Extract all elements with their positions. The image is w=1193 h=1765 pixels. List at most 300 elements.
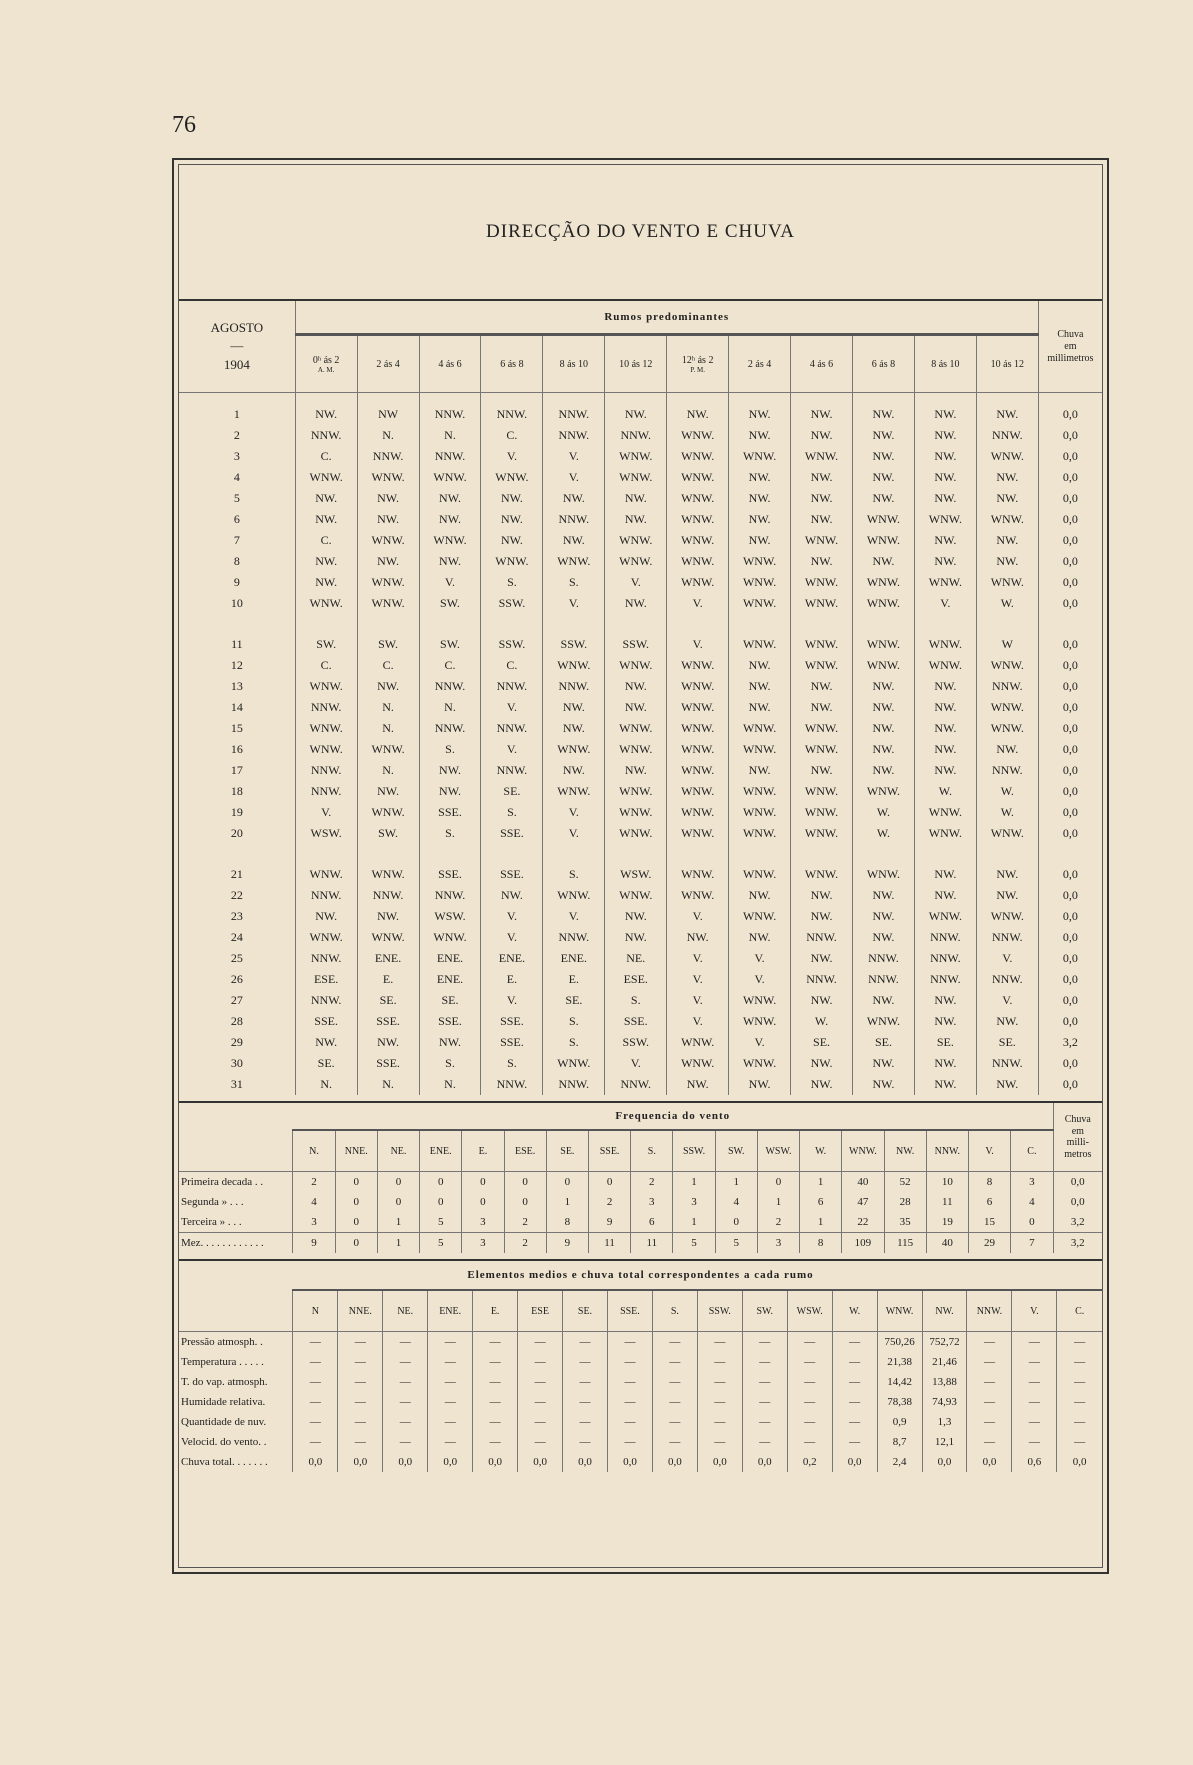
period-header: [976, 335, 1038, 393]
wind-direction-cell: WNW.: [729, 572, 791, 593]
day-number: 11: [231, 637, 243, 651]
wind-direction-cell: NNW.: [976, 927, 1038, 948]
wind-direction-cell: V.: [481, 906, 543, 927]
frequency-row: [179, 1212, 1102, 1233]
frequency-value: 2: [757, 1212, 799, 1233]
day-row: [179, 655, 1102, 676]
wind-direction-cell: WNW.: [791, 718, 853, 739]
wind-direction-cell: SE.: [976, 1032, 1038, 1053]
wind-direction-cell: NW.: [667, 393, 729, 426]
elements-value: —: [473, 1352, 518, 1372]
elements-column-header: E.: [473, 1290, 518, 1332]
wind-direction-cell: NW.: [852, 425, 914, 446]
title-box: [179, 165, 1102, 301]
elements-value: 750,26: [877, 1332, 922, 1353]
day-number: 2: [233, 428, 240, 442]
frequency-value: 9: [546, 1233, 588, 1254]
wind-direction-cell: NNW.: [976, 760, 1038, 781]
wind-direction-cell: W.: [976, 781, 1038, 802]
wind-direction-cell: SSE.: [357, 1053, 419, 1074]
period-label: 2 ás 4: [376, 358, 400, 370]
wind-direction-cell: NW.: [295, 488, 357, 509]
frequency-value: 3: [293, 1212, 335, 1233]
elements-value: 21,38: [877, 1352, 922, 1372]
wind-direction-cell: WNW.: [543, 1053, 605, 1074]
frequency-value: 22: [842, 1212, 884, 1233]
wind-direction-cell: S.: [543, 864, 605, 885]
day-row: [179, 530, 1102, 551]
day-row: [179, 781, 1102, 802]
elements-row: [179, 1372, 1102, 1392]
wind-direction-cell: WNW.: [605, 885, 667, 906]
day-row: [179, 551, 1102, 572]
frequency-value: 7: [1011, 1233, 1053, 1254]
elements-value: —: [607, 1372, 652, 1392]
rain-value: 0,0: [1038, 509, 1102, 530]
period-header: [667, 335, 729, 393]
wind-direction-cell: C.: [295, 446, 357, 467]
frequency-value: 0: [1011, 1212, 1053, 1233]
period-header: [543, 335, 605, 393]
wind-direction-cell: W.: [976, 593, 1038, 614]
wind-direction-cell: NW.: [852, 718, 914, 739]
day-number: 6: [233, 512, 240, 526]
frequency-value: 3: [462, 1233, 504, 1254]
wind-direction-cell: WSW.: [419, 906, 481, 927]
elements-value: —: [518, 1352, 563, 1372]
day-number: 29: [230, 1035, 243, 1049]
wind-direction-cell: NNW.: [852, 969, 914, 990]
wind-direction-cell: SW.: [357, 634, 419, 655]
wind-direction-cell: V.: [543, 823, 605, 844]
wind-direction-cell: NW.: [914, 393, 976, 426]
wind-direction-cell: WNW.: [295, 593, 357, 614]
wind-direction-cell: NW: [357, 393, 419, 426]
elements-value: 1,3: [922, 1412, 967, 1432]
wind-direction-cell: S.: [419, 739, 481, 760]
wind-direction-cell: WNW.: [729, 593, 791, 614]
frequency-value: 8: [968, 1172, 1010, 1193]
wind-direction-cell: NW.: [852, 551, 914, 572]
wind-direction-cell: SSW.: [543, 634, 605, 655]
day-number: 14: [230, 700, 243, 714]
frequency-rain-line2: em: [1071, 1125, 1084, 1137]
decade-spacer: [179, 614, 1102, 634]
wind-direction-cell: V.: [543, 906, 605, 927]
rain-value: 0,0: [1038, 760, 1102, 781]
wind-direction-cell: WNW.: [295, 927, 357, 948]
frequency-value: 40: [842, 1172, 884, 1193]
elements-row: [179, 1452, 1102, 1472]
wind-direction-cell: NW.: [976, 393, 1038, 426]
day-number: 25: [230, 951, 243, 965]
wind-direction-cell: S.: [481, 1053, 543, 1074]
wind-direction-cell: NNW.: [976, 425, 1038, 446]
wind-direction-cell: SSE.: [481, 864, 543, 885]
wind-direction-cell: WNW.: [667, 509, 729, 530]
frequency-row-label: Terceira » . . .: [181, 1216, 242, 1228]
frequency-column-header: SSW.: [673, 1130, 715, 1172]
day-number: 17: [230, 763, 243, 777]
frequency-value: 5: [420, 1233, 462, 1254]
rain-value: 0,0: [1038, 676, 1102, 697]
day-row: [179, 927, 1102, 948]
elements-value: —: [293, 1372, 338, 1392]
wind-direction-cell: WNW.: [357, 467, 419, 488]
wind-direction-cell: NW.: [729, 467, 791, 488]
frequency-corner: [179, 1130, 293, 1172]
elements-column-header: WNW.: [877, 1290, 922, 1332]
day-row: [179, 467, 1102, 488]
wind-direction-cell: NW.: [419, 509, 481, 530]
period-label: 0ʰ ás 2: [312, 354, 340, 366]
wind-direction-cell: WNW.: [729, 1011, 791, 1032]
frequency-value: 5: [673, 1233, 715, 1254]
wind-direction-cell: WNW.: [667, 1032, 729, 1053]
frequency-value: 0: [715, 1212, 757, 1233]
wind-direction-cell: ENE.: [357, 948, 419, 969]
elements-value: 0,0: [607, 1452, 652, 1472]
wind-direction-cell: V.: [976, 948, 1038, 969]
wind-direction-cell: NNW.: [295, 425, 357, 446]
wind-direction-cell: NW.: [605, 906, 667, 927]
wind-direction-cell: V.: [295, 802, 357, 823]
day-number: 12: [230, 658, 243, 672]
wind-direction-cell: WNW.: [667, 697, 729, 718]
frequency-column-header: NNW.: [926, 1130, 968, 1172]
frequency-value: 2: [588, 1192, 630, 1212]
wind-direction-cell: NW.: [543, 530, 605, 551]
wind-direction-cell: N.: [419, 1074, 481, 1095]
frequency-value: 0: [420, 1172, 462, 1193]
year-label: 1904: [223, 356, 250, 372]
wind-direction-cell: WNW.: [667, 885, 729, 906]
rain-value: 0,0: [1038, 530, 1102, 551]
wind-direction-cell: NW.: [357, 488, 419, 509]
period-label: 4 ás 6: [809, 358, 834, 370]
frequency-column-header: NW.: [884, 1130, 926, 1172]
elements-value: —: [607, 1332, 652, 1353]
elements-title: Elementos medios e chuva total correspondentes a cada rumo: [467, 1269, 814, 1281]
rain-header-line3: millimetros: [1047, 352, 1094, 364]
elements-row-label: Chuva total. . . . . . .: [181, 1456, 268, 1468]
wind-direction-cell: W.: [852, 802, 914, 823]
frequency-column-header: C.: [1011, 1130, 1053, 1172]
rumos-header: Rumos predominantes: [295, 301, 1038, 335]
elements-value: —: [428, 1332, 473, 1353]
wind-direction-cell: NNW.: [605, 425, 667, 446]
period-label: 4 ás 6: [438, 358, 462, 370]
elements-value: —: [563, 1432, 608, 1452]
day-number: 10: [230, 596, 243, 610]
wind-direction-cell: NW.: [605, 676, 667, 697]
wind-direction-cell: NW.: [357, 1032, 419, 1053]
wind-direction-cell: NNW.: [543, 509, 605, 530]
elements-column-header: W.: [832, 1290, 877, 1332]
elements-value: —: [832, 1412, 877, 1432]
day-number: 21: [230, 867, 243, 881]
elements-value: —: [473, 1392, 518, 1412]
wind-direction-cell: SSE.: [481, 1011, 543, 1032]
elements-value: —: [473, 1372, 518, 1392]
wind-direction-cell: SE.: [914, 1032, 976, 1053]
period-label: 8 ás 10: [931, 358, 960, 370]
period-sublabel: P. M.: [690, 365, 705, 374]
elements-value: —: [1012, 1372, 1057, 1392]
wind-direction-cell: NW.: [729, 655, 791, 676]
wind-direction-cell: NW.: [295, 572, 357, 593]
wind-direction-cell: NW.: [791, 760, 853, 781]
elements-column-header: N: [293, 1290, 338, 1332]
wind-direction-cell: V.: [667, 969, 729, 990]
elements-value: —: [1012, 1392, 1057, 1412]
wind-direction-cell: NW.: [357, 676, 419, 697]
elements-value: —: [563, 1352, 608, 1372]
wind-direction-cell: WNW.: [852, 593, 914, 614]
elements-value: —: [787, 1352, 832, 1372]
frequency-value: 1: [757, 1192, 799, 1212]
frequency-value: 1: [377, 1212, 419, 1233]
frequency-value: 6: [968, 1192, 1010, 1212]
elements-value: —: [473, 1432, 518, 1452]
wind-direction-cell: NNW.: [791, 969, 853, 990]
frequency-value: 115: [884, 1233, 926, 1254]
frequency-row: [179, 1192, 1102, 1212]
elements-value: 0,0: [338, 1452, 383, 1472]
frequency-rain-value: 3,2: [1053, 1233, 1102, 1254]
rain-value: 0,0: [1038, 1053, 1102, 1074]
wind-direction-cell: NW.: [605, 593, 667, 614]
frequency-value: 40: [926, 1233, 968, 1254]
wind-direction-cell: V.: [481, 990, 543, 1011]
wind-direction-cell: NNW.: [543, 676, 605, 697]
wind-direction-cell: NW.: [729, 885, 791, 906]
elements-value: 0,0: [518, 1452, 563, 1472]
frequency-value: 0: [462, 1192, 504, 1212]
wind-direction-cell: NNW.: [295, 760, 357, 781]
day-number: 18: [230, 784, 243, 798]
wind-direction-cell: NW.: [914, 446, 976, 467]
elements-value: —: [338, 1332, 383, 1353]
wind-direction-cell: NNW.: [419, 676, 481, 697]
frequency-value: 2: [631, 1172, 673, 1193]
elements-value: —: [832, 1352, 877, 1372]
wind-direction-cell: NW.: [791, 1053, 853, 1074]
elements-value: —: [742, 1412, 787, 1432]
elements-value: —: [293, 1392, 338, 1412]
wind-direction-cell: NNW.: [481, 676, 543, 697]
frequency-value: 0: [546, 1172, 588, 1193]
elements-row-label: Humidade relativa.: [181, 1396, 266, 1408]
wind-direction-cell: SE.: [852, 1032, 914, 1053]
wind-direction-cell: WNW.: [914, 634, 976, 655]
elements-row: [179, 1332, 1102, 1353]
frequency-row: [179, 1233, 1102, 1254]
wind-direction-cell: NW.: [852, 393, 914, 426]
elements-value: —: [697, 1332, 742, 1353]
elements-column-header: NNE.: [338, 1290, 383, 1332]
wind-direction-cell: C.: [481, 425, 543, 446]
elements-value: —: [563, 1412, 608, 1432]
wind-direction-cell: NNW.: [543, 425, 605, 446]
wind-direction-cell: NW.: [295, 509, 357, 530]
frequency-value: 3: [673, 1192, 715, 1212]
wind-direction-cell: WNW.: [605, 781, 667, 802]
elements-value: —: [787, 1392, 832, 1412]
elements-value: 13,88: [922, 1372, 967, 1392]
wind-direction-cell: V.: [667, 1011, 729, 1032]
period-label: 6 ás 8: [871, 358, 896, 370]
elements-value: 78,38: [877, 1392, 922, 1412]
month-header: [179, 301, 295, 393]
elements-column-header: V.: [1012, 1290, 1057, 1332]
wind-direction-cell: C.: [295, 655, 357, 676]
elements-value: —: [563, 1332, 608, 1353]
wind-direction-cell: NW.: [914, 697, 976, 718]
wind-direction-cell: WNW.: [914, 509, 976, 530]
elements-value: —: [652, 1372, 697, 1392]
wind-direction-cell: V.: [914, 593, 976, 614]
wind-direction-cell: NNW.: [976, 1053, 1038, 1074]
wind-direction-cell: WNW.: [667, 802, 729, 823]
elements-value: —: [563, 1392, 608, 1412]
frequency-value: 47: [842, 1192, 884, 1212]
day-number: 30: [230, 1056, 243, 1070]
wind-direction-cell: WNW.: [914, 655, 976, 676]
day-row: [179, 488, 1102, 509]
day-row: [179, 948, 1102, 969]
wind-direction-cell: NW.: [667, 927, 729, 948]
rain-value: 0,0: [1038, 1074, 1102, 1095]
day-number: 20: [230, 826, 243, 840]
elements-value: —: [742, 1432, 787, 1452]
elements-value: —: [607, 1392, 652, 1412]
wind-direction-cell: WNW.: [729, 990, 791, 1011]
wind-direction-cell: ENE.: [481, 948, 543, 969]
wind-direction-cell: WNW.: [419, 530, 481, 551]
wind-direction-cell: NW.: [419, 1032, 481, 1053]
wind-direction-cell: S.: [481, 572, 543, 593]
rain-value: 0,0: [1038, 823, 1102, 844]
elements-value: —: [832, 1372, 877, 1392]
day-row: [179, 446, 1102, 467]
wind-direction-cell: NW.: [729, 927, 791, 948]
elements-column-header: SSW.: [697, 1290, 742, 1332]
rain-value: 0,0: [1038, 906, 1102, 927]
wind-direction-cell: WNW.: [667, 530, 729, 551]
elements-value: —: [293, 1412, 338, 1432]
wind-direction-cell: NW.: [357, 509, 419, 530]
elements-value: —: [652, 1412, 697, 1432]
frequency-column-header: SE.: [546, 1130, 588, 1172]
rain-value: 3,2: [1038, 1032, 1102, 1053]
wind-direction-cell: NW.: [791, 906, 853, 927]
elements-value: 14,42: [877, 1372, 922, 1392]
elements-value: 0,0: [563, 1452, 608, 1472]
elements-value: —: [697, 1372, 742, 1392]
wind-direction-cell: NNW.: [481, 718, 543, 739]
elements-row-label: Pressão atmosph. .: [181, 1336, 263, 1348]
wind-direction-cell: WNW.: [605, 739, 667, 760]
period-header: [914, 335, 976, 393]
wind-direction-cell: NW.: [605, 509, 667, 530]
elements-value: 0,9: [877, 1412, 922, 1432]
rain-value: 0,0: [1038, 697, 1102, 718]
elements-value: 0,0: [832, 1452, 877, 1472]
wind-direction-cell: V.: [729, 1032, 791, 1053]
wind-direction-cell: C.: [357, 655, 419, 676]
elements-value: 0,0: [473, 1452, 518, 1472]
wind-direction-cell: NW.: [419, 551, 481, 572]
table-inner: [178, 164, 1103, 1568]
wind-direction-cell: NW.: [852, 697, 914, 718]
wind-direction-cell: NW.: [791, 509, 853, 530]
frequency-rain-value: 3,2: [1053, 1212, 1102, 1233]
wind-direction-cell: S.: [419, 1053, 481, 1074]
wind-direction-cell: N.: [419, 425, 481, 446]
wind-direction-cell: WNW.: [976, 572, 1038, 593]
frequency-value: 0: [335, 1172, 377, 1193]
wind-direction-cell: V.: [667, 593, 729, 614]
wind-direction-cell: WNW.: [295, 718, 357, 739]
wind-direction-cell: NNW.: [543, 1074, 605, 1095]
wind-direction-cell: NW.: [914, 864, 976, 885]
wind-direction-cell: WNW.: [605, 467, 667, 488]
wind-direction-cell: NW.: [667, 1074, 729, 1095]
wind-direction-cell: NW.: [852, 676, 914, 697]
elements-row: [179, 1352, 1102, 1372]
wind-direction-cell: ESE.: [295, 969, 357, 990]
wind-direction-cell: WNW.: [976, 718, 1038, 739]
wind-direction-cell: NNW.: [419, 393, 481, 426]
wind-direction-cell: NW.: [852, 906, 914, 927]
page-number: 76: [172, 112, 196, 138]
frequency-column-header: ESE.: [504, 1130, 546, 1172]
elements-row: [179, 1412, 1102, 1432]
rain-value: 0,0: [1038, 551, 1102, 572]
wind-direction-cell: SSE.: [605, 1011, 667, 1032]
elements-value: —: [1057, 1412, 1102, 1432]
day-row: [179, 393, 1102, 426]
wind-direction-cell: NW.: [852, 760, 914, 781]
frequency-value: 4: [1011, 1192, 1053, 1212]
day-number: 31: [230, 1077, 243, 1091]
rain-value: 0,0: [1038, 593, 1102, 614]
wind-direction-cell: WNW.: [729, 634, 791, 655]
elements-column-header: ESE: [518, 1290, 563, 1332]
wind-direction-cell: NW.: [914, 990, 976, 1011]
elements-value: —: [383, 1332, 428, 1353]
period-header: [791, 335, 853, 393]
frequency-value: 0: [377, 1172, 419, 1193]
wind-direction-cell: WNW.: [667, 467, 729, 488]
wind-direction-cell: WNW.: [295, 467, 357, 488]
wind-direction-cell: NW.: [419, 760, 481, 781]
wind-direction-cell: WNW.: [914, 906, 976, 927]
day-row: [179, 969, 1102, 990]
wind-direction-cell: SSE.: [419, 802, 481, 823]
elements-corner: [179, 1290, 293, 1332]
wind-direction-cell: NNW.: [791, 927, 853, 948]
wind-direction-cell: WNW.: [667, 488, 729, 509]
wind-direction-cell: ESE.: [605, 969, 667, 990]
frequency-column-header: WSW.: [757, 1130, 799, 1172]
wind-direction-cell: WNW.: [976, 509, 1038, 530]
wind-direction-cell: WNW.: [667, 718, 729, 739]
elements-value: —: [293, 1352, 338, 1372]
day-row: [179, 425, 1102, 446]
wind-direction-cell: NW.: [543, 718, 605, 739]
